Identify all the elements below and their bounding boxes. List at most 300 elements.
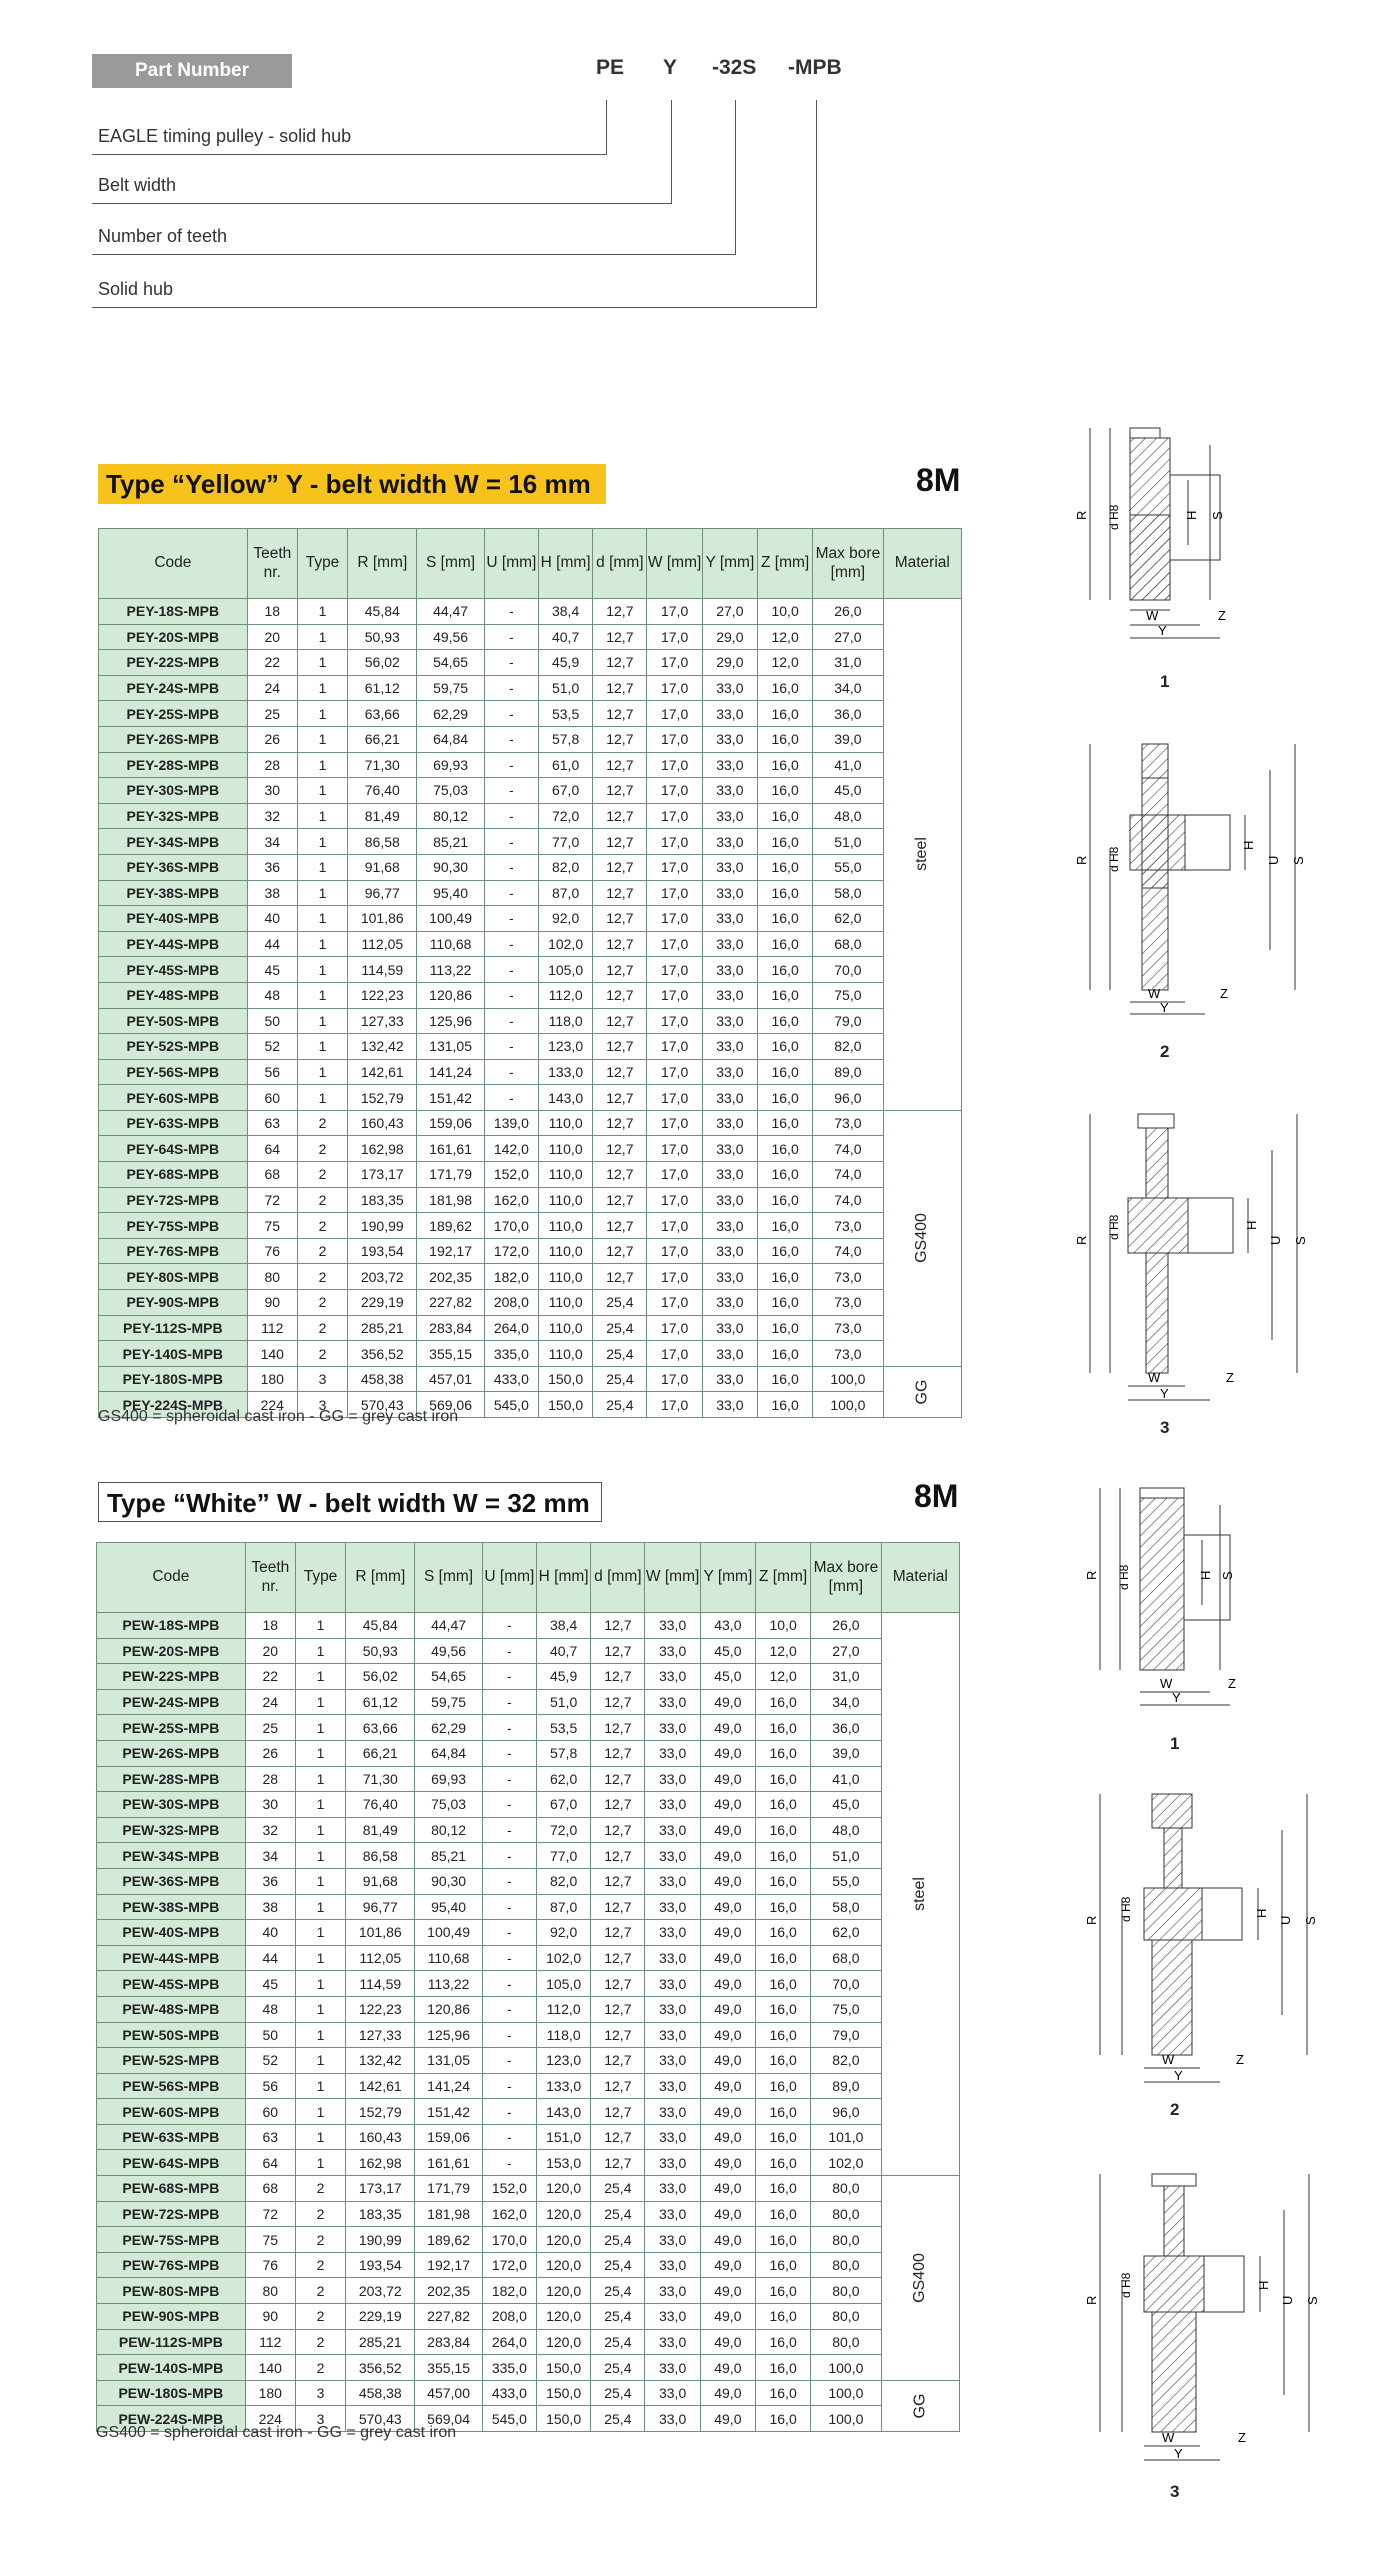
table-cell: 33,0 bbox=[702, 1059, 757, 1085]
table-cell: 1 bbox=[297, 854, 347, 880]
table-cell: 283,84 bbox=[415, 2329, 482, 2355]
table-cell: 96,0 bbox=[813, 1085, 883, 1111]
table-cell: 33,0 bbox=[645, 1715, 700, 1741]
table-cell: 80 bbox=[247, 1264, 297, 1290]
table-cell: 16,0 bbox=[757, 752, 812, 778]
table-cell: 17,0 bbox=[647, 854, 702, 880]
table-cell: 12,7 bbox=[593, 675, 647, 701]
table-cell: 120,0 bbox=[536, 2176, 590, 2202]
product-code: PEY-75S-MPB bbox=[99, 1213, 248, 1239]
table-cell: 16,0 bbox=[757, 1392, 812, 1418]
table-cell: 100,0 bbox=[813, 1392, 883, 1418]
table-cell: 74,0 bbox=[813, 1162, 883, 1188]
table-cell: 36,0 bbox=[813, 701, 883, 727]
dim-s: S bbox=[1293, 1236, 1308, 1245]
table-cell: 49,0 bbox=[700, 2252, 755, 2278]
table-cell: 71,30 bbox=[348, 752, 417, 778]
table-cell: 227,82 bbox=[417, 1290, 484, 1316]
table-cell: 120,86 bbox=[415, 1996, 482, 2022]
table-cell: 20 bbox=[245, 1638, 295, 1664]
col-h: H [mm] bbox=[536, 1543, 590, 1613]
table-cell: 16,0 bbox=[757, 1136, 812, 1162]
table-cell: 1 bbox=[295, 1920, 345, 1946]
table-cell: 28 bbox=[245, 1766, 295, 1792]
material-cell bbox=[883, 1110, 961, 1366]
table-cell: 140 bbox=[245, 2355, 295, 2381]
table-cell: 86,58 bbox=[348, 829, 417, 855]
col-d: d [mm] bbox=[593, 529, 647, 599]
table-row bbox=[97, 2099, 960, 2125]
product-code: PEW-180S-MPB bbox=[97, 2380, 246, 2406]
table-cell: 2 bbox=[297, 1290, 347, 1316]
table-cell: 49,0 bbox=[700, 1792, 755, 1818]
table-cell: 64,84 bbox=[415, 1740, 482, 1766]
table-row bbox=[97, 2022, 960, 2048]
table-cell: 2 bbox=[295, 2355, 345, 2381]
table-cell: 85,21 bbox=[415, 1843, 482, 1869]
table-cell: 33,0 bbox=[702, 906, 757, 932]
table-cell: 48,0 bbox=[811, 1817, 881, 1843]
table-cell: 96,77 bbox=[348, 880, 417, 906]
table-cell: 61,12 bbox=[346, 1689, 415, 1715]
table-cell: 12,7 bbox=[593, 1162, 647, 1188]
table-cell: 33,0 bbox=[645, 1945, 700, 1971]
table-cell: 36 bbox=[247, 854, 297, 880]
table-cell: 12,7 bbox=[591, 2022, 645, 2048]
table-cell: 51,0 bbox=[811, 1843, 881, 1869]
table-cell: 2 bbox=[297, 1213, 347, 1239]
col-r: R [mm] bbox=[348, 529, 417, 599]
table-cell: 52 bbox=[247, 1034, 297, 1060]
table-cell: 12,7 bbox=[593, 778, 647, 804]
table-cell: 48 bbox=[245, 1996, 295, 2022]
table-row bbox=[97, 1740, 960, 1766]
table-cell: - bbox=[484, 880, 538, 906]
table-cell: 1 bbox=[295, 1817, 345, 1843]
table-cell: 570,43 bbox=[348, 1392, 417, 1418]
product-code: PEY-44S-MPB bbox=[99, 931, 248, 957]
dim-w: W bbox=[1162, 2430, 1175, 2445]
table-cell: 1 bbox=[295, 1894, 345, 1920]
table-cell: 33,0 bbox=[645, 2252, 700, 2278]
table-cell: 82,0 bbox=[811, 2048, 881, 2074]
product-code: PEY-30S-MPB bbox=[99, 778, 248, 804]
table-cell: 16,0 bbox=[757, 906, 812, 932]
product-code: PEY-18S-MPB bbox=[99, 599, 248, 625]
col-u: U [mm] bbox=[482, 1543, 536, 1613]
table-cell: 100,49 bbox=[415, 1920, 482, 1946]
table-cell: 16,0 bbox=[755, 2201, 810, 2227]
dim-z: Z bbox=[1236, 2052, 1244, 2067]
product-code: PEW-63S-MPB bbox=[97, 2124, 246, 2150]
table-cell: 49,0 bbox=[700, 2201, 755, 2227]
table-cell: 82,0 bbox=[813, 1034, 883, 1060]
material-label: GS400 bbox=[913, 1213, 931, 1264]
table-cell: 33,0 bbox=[645, 1740, 700, 1766]
table-cell: 57,8 bbox=[538, 726, 592, 752]
col-material: Material bbox=[883, 529, 961, 599]
table-cell: 173,17 bbox=[348, 1162, 417, 1188]
table-cell: 63 bbox=[245, 2124, 295, 2150]
table-cell: - bbox=[482, 2124, 536, 2150]
table-cell: 208,0 bbox=[484, 1290, 538, 1316]
product-code: PEW-90S-MPB bbox=[97, 2304, 246, 2330]
table-cell: 12,7 bbox=[593, 1238, 647, 1264]
table-cell: 61,12 bbox=[348, 675, 417, 701]
table-row bbox=[97, 2176, 960, 2202]
table-cell: 123,0 bbox=[536, 2048, 590, 2074]
product-code: PEW-224S-MPB bbox=[97, 2406, 246, 2432]
table-cell: 33,0 bbox=[645, 2329, 700, 2355]
table-cell: 458,38 bbox=[348, 1366, 417, 1392]
table-cell: 40 bbox=[247, 906, 297, 932]
table-cell: - bbox=[484, 906, 538, 932]
table-row bbox=[99, 1341, 962, 1367]
table-cell: 25,4 bbox=[593, 1392, 647, 1418]
dim-u: U bbox=[1268, 1235, 1283, 1245]
product-code: PEY-45S-MPB bbox=[99, 957, 248, 983]
table-row bbox=[99, 752, 962, 778]
table-row bbox=[99, 906, 962, 932]
table-cell: 110,0 bbox=[538, 1315, 592, 1341]
table-cell: 12,7 bbox=[593, 726, 647, 752]
table-cell: 25,4 bbox=[591, 2227, 645, 2253]
table-cell: 12,7 bbox=[593, 1136, 647, 1162]
table-cell: - bbox=[484, 1085, 538, 1111]
table-cell: 133,0 bbox=[538, 1059, 592, 1085]
table-cell: 45,9 bbox=[538, 650, 592, 676]
white-title: Type “White” W - belt width W = 32 mm bbox=[98, 1482, 602, 1522]
material-label: GS400 bbox=[911, 2253, 929, 2303]
table-cell: 122,23 bbox=[346, 1996, 415, 2022]
table-cell: 203,72 bbox=[346, 2278, 415, 2304]
table-cell: 1 bbox=[297, 906, 347, 932]
table-cell: 33,0 bbox=[645, 2304, 700, 2330]
product-code: PEY-64S-MPB bbox=[99, 1136, 248, 1162]
table-cell: 92,0 bbox=[536, 1920, 590, 1946]
table-cell: 433,0 bbox=[482, 2380, 536, 2406]
table-cell: 100,0 bbox=[813, 1366, 883, 1392]
table-cell: 12,7 bbox=[591, 1613, 645, 1639]
table-cell: 127,33 bbox=[348, 1008, 417, 1034]
table-cell: 143,0 bbox=[536, 2099, 590, 2125]
table-cell: 16,0 bbox=[755, 2329, 810, 2355]
dim-u: U bbox=[1278, 1915, 1293, 1925]
table-cell: 105,0 bbox=[538, 957, 592, 983]
product-code: PEW-76S-MPB bbox=[97, 2252, 246, 2278]
table-cell: 285,21 bbox=[348, 1315, 417, 1341]
table-cell: 142,61 bbox=[346, 2073, 415, 2099]
table-cell: 161,61 bbox=[417, 1136, 484, 1162]
table-row bbox=[97, 1715, 960, 1741]
table-cell: 33,0 bbox=[645, 2406, 700, 2432]
table-cell: 87,0 bbox=[536, 1894, 590, 1920]
table-cell: 152,0 bbox=[484, 1162, 538, 1188]
table-cell: 16,0 bbox=[755, 2150, 810, 2176]
table-cell: 87,0 bbox=[538, 880, 592, 906]
table-cell: 17,0 bbox=[647, 1213, 702, 1239]
table-cell: - bbox=[482, 1792, 536, 1818]
table-cell: 16,0 bbox=[755, 2099, 810, 2125]
table-cell: 125,96 bbox=[417, 1008, 484, 1034]
table-cell: - bbox=[484, 778, 538, 804]
table-cell: - bbox=[484, 803, 538, 829]
table-cell: 17,0 bbox=[647, 957, 702, 983]
product-code: PEY-22S-MPB bbox=[99, 650, 248, 676]
table-cell: 12,7 bbox=[593, 906, 647, 932]
table-cell: 151,0 bbox=[536, 2124, 590, 2150]
white-table bbox=[96, 1542, 960, 2432]
leader-line-1 bbox=[92, 154, 606, 155]
white-type-number-1: 1 bbox=[1170, 1734, 1180, 1753]
table-cell: 33,0 bbox=[702, 675, 757, 701]
table-cell: 141,24 bbox=[415, 2073, 482, 2099]
table-cell: 17,0 bbox=[647, 778, 702, 804]
table-cell: 208,0 bbox=[482, 2304, 536, 2330]
product-code: PEW-140S-MPB bbox=[97, 2355, 246, 2381]
table-cell: 101,86 bbox=[346, 1920, 415, 1946]
table-cell: 17,0 bbox=[647, 1315, 702, 1341]
table-cell: 12,7 bbox=[593, 1187, 647, 1213]
table-cell: 16,0 bbox=[757, 854, 812, 880]
table-cell: 45,0 bbox=[700, 1638, 755, 1664]
table-cell: 26,0 bbox=[811, 1613, 881, 1639]
table-cell: 49,0 bbox=[700, 1920, 755, 1946]
table-cell: 43,0 bbox=[700, 1613, 755, 1639]
table-cell: 2 bbox=[297, 1264, 347, 1290]
table-cell: 74,0 bbox=[813, 1238, 883, 1264]
table-cell: 34,0 bbox=[811, 1689, 881, 1715]
leader-line-4 bbox=[92, 307, 816, 308]
table-cell: - bbox=[482, 2048, 536, 2074]
table-cell: - bbox=[484, 650, 538, 676]
col-d: d [mm] bbox=[591, 1543, 645, 1613]
material-cell bbox=[883, 1366, 961, 1417]
table-row bbox=[99, 982, 962, 1008]
table-cell: 33,0 bbox=[645, 1664, 700, 1690]
table-cell: 26 bbox=[245, 1740, 295, 1766]
table-cell: 12,7 bbox=[591, 2073, 645, 2099]
table-cell: 114,59 bbox=[348, 957, 417, 983]
table-cell: 69,93 bbox=[417, 752, 484, 778]
table-cell: 1 bbox=[297, 726, 347, 752]
table-row bbox=[99, 880, 962, 906]
table-row bbox=[99, 599, 962, 625]
table-cell: - bbox=[482, 1894, 536, 1920]
col-z: Z [mm] bbox=[755, 1543, 810, 1613]
col-maxbore: Max bore [mm] bbox=[813, 529, 883, 599]
table-row bbox=[97, 2380, 960, 2406]
table-cell: 355,15 bbox=[417, 1341, 484, 1367]
table-cell: 152,79 bbox=[348, 1085, 417, 1111]
table-cell: 112,05 bbox=[348, 931, 417, 957]
table-cell: 33,0 bbox=[702, 1290, 757, 1316]
table-cell: 25,4 bbox=[591, 2201, 645, 2227]
col-maxbore: Max bore [mm] bbox=[811, 1543, 881, 1613]
table-cell: 48 bbox=[247, 982, 297, 1008]
table-cell: - bbox=[482, 2099, 536, 2125]
table-cell: 49,0 bbox=[700, 2150, 755, 2176]
table-cell: 153,0 bbox=[536, 2150, 590, 2176]
dim-w: W bbox=[1160, 1676, 1173, 1691]
table-cell: 33,0 bbox=[702, 1136, 757, 1162]
table-cell: 63,66 bbox=[348, 701, 417, 727]
table-cell: 100,0 bbox=[811, 2406, 881, 2432]
table-cell: 10,0 bbox=[755, 1613, 810, 1639]
table-cell: 12,7 bbox=[591, 1817, 645, 1843]
table-cell: 132,42 bbox=[348, 1034, 417, 1060]
table-cell: 56,02 bbox=[348, 650, 417, 676]
table-cell: - bbox=[482, 2150, 536, 2176]
table-row bbox=[97, 1843, 960, 1869]
table-row bbox=[97, 1971, 960, 1997]
table-cell: 33,0 bbox=[702, 1187, 757, 1213]
table-cell: 41,0 bbox=[811, 1766, 881, 1792]
table-cell: 10,0 bbox=[757, 599, 812, 625]
table-cell: 16,0 bbox=[755, 1766, 810, 1792]
table-cell: 192,17 bbox=[415, 2252, 482, 2278]
table-row bbox=[99, 854, 962, 880]
table-cell: 110,68 bbox=[415, 1945, 482, 1971]
table-cell: 16,0 bbox=[755, 1971, 810, 1997]
table-cell: - bbox=[482, 1715, 536, 1741]
table-cell: 29,0 bbox=[702, 650, 757, 676]
table-cell: 112,05 bbox=[346, 1945, 415, 1971]
table-cell: 45,0 bbox=[811, 1792, 881, 1818]
table-cell: 162,98 bbox=[348, 1136, 417, 1162]
table-row bbox=[99, 1110, 962, 1136]
table-cell: - bbox=[484, 752, 538, 778]
table-cell: 3 bbox=[295, 2406, 345, 2432]
table-cell: 16,0 bbox=[757, 675, 812, 701]
dim-r: R bbox=[1074, 1235, 1089, 1245]
table-cell: 17,0 bbox=[647, 1162, 702, 1188]
table-cell: - bbox=[484, 1008, 538, 1034]
table-cell: 25,4 bbox=[591, 2176, 645, 2202]
table-cell: - bbox=[484, 829, 538, 855]
table-cell: 160,43 bbox=[348, 1110, 417, 1136]
table-cell: 25,4 bbox=[591, 2252, 645, 2278]
table-cell: 193,54 bbox=[346, 2252, 415, 2278]
table-cell: 33,0 bbox=[645, 2201, 700, 2227]
table-cell: 54,65 bbox=[415, 1664, 482, 1690]
table-cell: 76 bbox=[247, 1238, 297, 1264]
product-code: PEW-68S-MPB bbox=[97, 2176, 246, 2202]
table-cell: 285,21 bbox=[346, 2329, 415, 2355]
table-row bbox=[97, 2073, 960, 2099]
table-row bbox=[97, 1945, 960, 1971]
table-cell: 16,0 bbox=[757, 1366, 812, 1392]
table-cell: 16,0 bbox=[757, 1162, 812, 1188]
table-cell: 335,0 bbox=[482, 2355, 536, 2381]
table-cell: 142,0 bbox=[484, 1136, 538, 1162]
yellow-table bbox=[98, 528, 962, 1418]
product-code: PEY-56S-MPB bbox=[99, 1059, 248, 1085]
table-cell: 90,30 bbox=[415, 1868, 482, 1894]
table-cell: 2 bbox=[295, 2201, 345, 2227]
table-cell: 33,0 bbox=[645, 2099, 700, 2125]
product-code: PEY-112S-MPB bbox=[99, 1315, 248, 1341]
table-cell: 33,0 bbox=[702, 1341, 757, 1367]
table-cell: 162,0 bbox=[482, 2201, 536, 2227]
col-code: Code bbox=[99, 529, 248, 599]
table-cell: 80,12 bbox=[415, 1817, 482, 1843]
table-cell: 16,0 bbox=[755, 2176, 810, 2202]
table-cell: 53,5 bbox=[536, 1715, 590, 1741]
product-code: PEW-56S-MPB bbox=[97, 2073, 246, 2099]
table-cell: 101,86 bbox=[348, 906, 417, 932]
table-cell: 67,0 bbox=[536, 1792, 590, 1818]
table-cell: 12,7 bbox=[591, 1689, 645, 1715]
product-code: PEW-20S-MPB bbox=[97, 1638, 246, 1664]
table-cell: 53,5 bbox=[538, 701, 592, 727]
table-cell: 182,0 bbox=[484, 1264, 538, 1290]
table-cell: 12,7 bbox=[591, 1664, 645, 1690]
table-cell: 16,0 bbox=[757, 1315, 812, 1341]
table-cell: 18 bbox=[247, 599, 297, 625]
col-w: W [mm] bbox=[645, 1543, 700, 1613]
table-cell: 33,0 bbox=[702, 957, 757, 983]
table-cell: 49,0 bbox=[700, 2304, 755, 2330]
table-cell: 36,0 bbox=[811, 1715, 881, 1741]
table-cell: 12,0 bbox=[755, 1638, 810, 1664]
table-cell: 17,0 bbox=[647, 701, 702, 727]
material-label: GG bbox=[913, 1379, 931, 1405]
table-cell: - bbox=[482, 1868, 536, 1894]
table-cell: 120,0 bbox=[536, 2278, 590, 2304]
table-cell: 1 bbox=[295, 1740, 345, 1766]
table-cell: 1 bbox=[295, 1868, 345, 1894]
table-cell: 27,0 bbox=[813, 624, 883, 650]
table-cell: 12,7 bbox=[593, 1034, 647, 1060]
table-cell: 110,0 bbox=[538, 1264, 592, 1290]
table-cell: 171,79 bbox=[415, 2176, 482, 2202]
table-cell: 96,0 bbox=[811, 2099, 881, 2125]
table-cell: 33,0 bbox=[645, 2124, 700, 2150]
table-cell: 33,0 bbox=[645, 1920, 700, 1946]
table-cell: 100,0 bbox=[811, 2380, 881, 2406]
table-cell: 63 bbox=[247, 1110, 297, 1136]
table-cell: 38,4 bbox=[536, 1613, 590, 1639]
table-cell: 80,12 bbox=[417, 803, 484, 829]
leader-vline-3 bbox=[735, 100, 736, 255]
table-cell: 49,56 bbox=[415, 1638, 482, 1664]
table-cell: 49,0 bbox=[700, 2278, 755, 2304]
product-code: PEW-40S-MPB bbox=[97, 1920, 246, 1946]
table-cell: 80,0 bbox=[811, 2329, 881, 2355]
table-cell: 16,0 bbox=[755, 1868, 810, 1894]
table-row bbox=[99, 778, 962, 804]
table-cell: 33,0 bbox=[702, 701, 757, 727]
table-row bbox=[99, 1187, 962, 1213]
table-cell: 16,0 bbox=[755, 2073, 810, 2099]
table-row bbox=[99, 931, 962, 957]
table-cell: - bbox=[482, 1689, 536, 1715]
material-label: steel bbox=[913, 837, 931, 872]
table-cell: 71,30 bbox=[346, 1766, 415, 1792]
code-belt-width: Y bbox=[663, 56, 678, 79]
table-cell: 110,68 bbox=[417, 931, 484, 957]
table-cell: 60 bbox=[247, 1085, 297, 1111]
table-cell: 120,0 bbox=[536, 2201, 590, 2227]
table-cell: 162,0 bbox=[484, 1187, 538, 1213]
table-cell: 120,0 bbox=[536, 2252, 590, 2278]
table-cell: 39,0 bbox=[811, 1740, 881, 1766]
yellow-type-number-2: 2 bbox=[1160, 1042, 1170, 1061]
dim-z: Z bbox=[1226, 1370, 1234, 1385]
table-cell: 33,0 bbox=[645, 1689, 700, 1715]
table-cell: 12,7 bbox=[591, 1971, 645, 1997]
